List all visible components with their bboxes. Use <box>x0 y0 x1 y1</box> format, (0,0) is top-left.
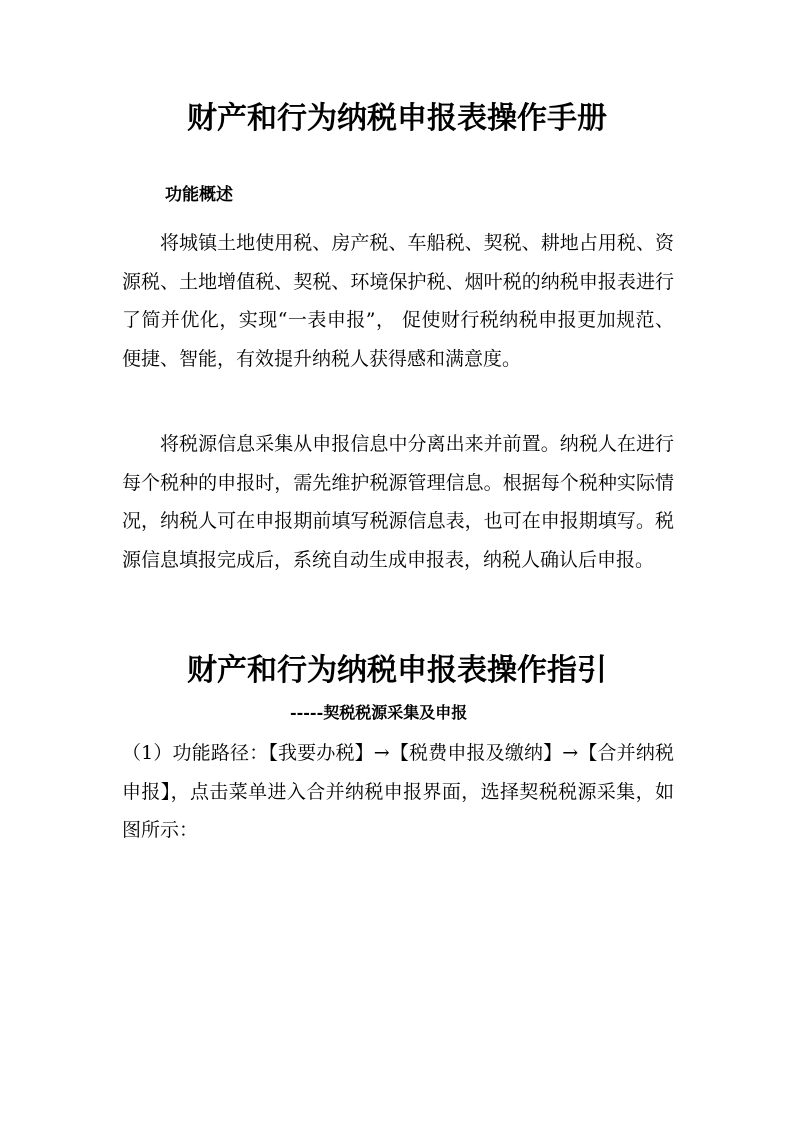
section-heading: 功能概述 <box>165 185 233 205</box>
overview-paragraph-2: 将税源信息采集从申报信息中分离出来并前置。纳税人在进行每个税种的申报时，需先维护税源管理信息。根据每个税种实际情况，纳税人可在申报期前填写税源信息表，也可在申报期填写。税源信息填报完成后，系统自动生成申报表，纳税人确认后申报。 <box>122 433 674 571</box>
overview-paragraph-1: 将城镇土地使用税、房产税、车船税、契税、耕地占用税、资源税、土地增值税、契税、环境保护税、烟叶税的纳税申报表进行了简并优化，实现“一表申报”， 促使财行税纳税申报更加规范、便捷、智能，有效提升纳税人获得感和满意度。 <box>122 232 674 370</box>
guide-subtitle: -----契税税源采集及申报 <box>290 703 468 722</box>
function-path-paragraph: （1）功能路径：【我要办税】→【税费申报及缴纳】→【合并纳税申报】，点击菜单进入合并纳税申报界面，选择契税税源采集，如图所示： <box>122 742 674 841</box>
manual-title: 财产和行为纳税申报表操作手册 <box>187 101 607 136</box>
guide-title: 财产和行为纳税申报表操作指引 <box>187 653 607 688</box>
